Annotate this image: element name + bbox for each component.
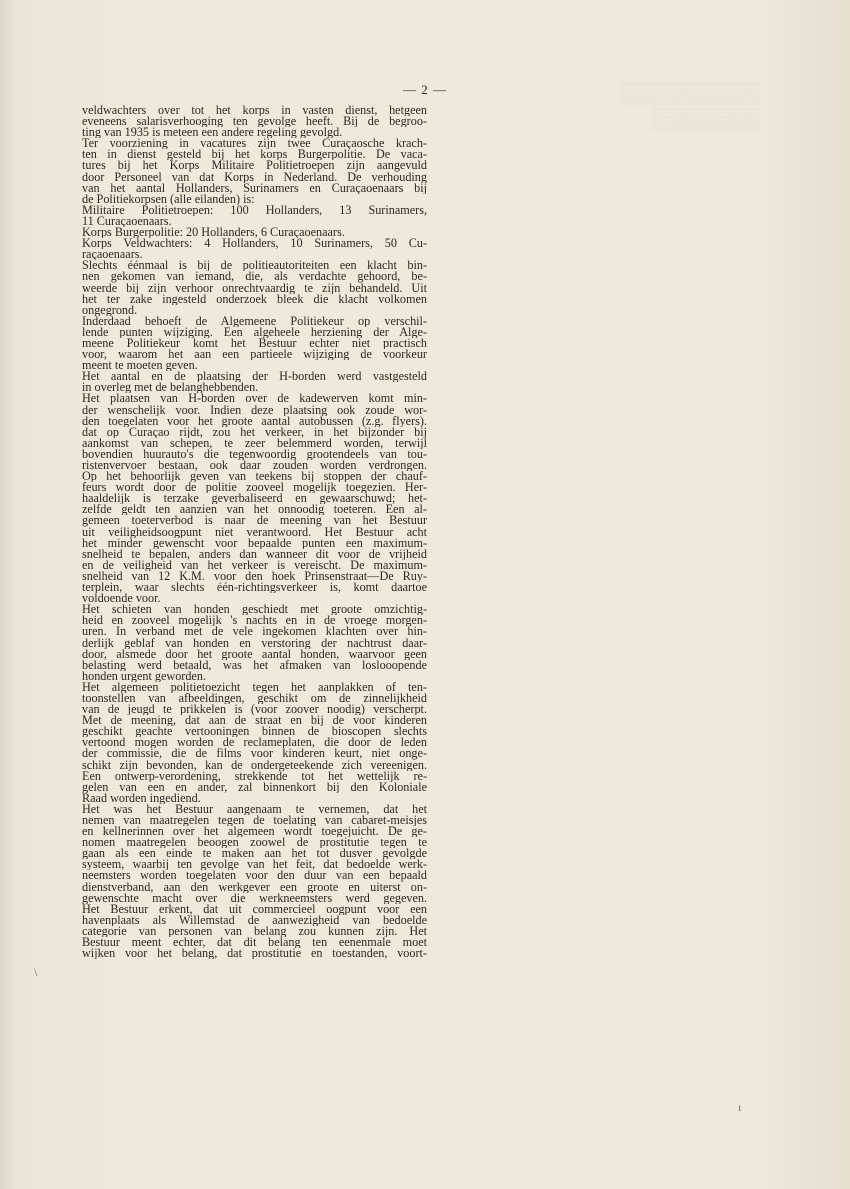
text-line: honden urgent geworden. — [82, 670, 206, 682]
text-line: Raad worden ingediend. — [82, 792, 201, 804]
text-line: gewenschte macht over die werkneemsters werd gegeven. — [82, 892, 427, 904]
text-line: Het plaatsen van H-borden over de kadewerven komt min- — [82, 393, 427, 405]
text-line: raçaoenaars. — [82, 249, 143, 261]
text-line: Het aantal en de plaatsing der H-borden werd vastgesteld — [82, 371, 427, 383]
text-line: heid en zooveel mogelijk 's nachts en in de vroege morgen- — [82, 615, 427, 627]
text-line: voldoende voor. — [82, 593, 161, 605]
text-line: aankomst van schepen, te zeer belemmerd worden, terwijl — [82, 437, 427, 449]
text-line: den toegelaten voor het groote aantal autobussen (z.g. flyers). — [82, 415, 427, 427]
text-line: categorie van personen van belang zou kunnen zijn. Het — [82, 925, 427, 938]
text-line: Ter voorziening in vacatures zijn twee Curaçaosche krach- — [82, 138, 427, 150]
show-through-text: ▒▒▒▒▒▒▒▒▒ ▒▒▒▒▒▒▒ — [619, 80, 760, 131]
text-line: dienstverband, aan den werkgever een groote en uiterst on- — [82, 881, 427, 893]
text-line: feurs wordt door de politie zooveel mogelijk toegezien. Her- — [82, 482, 427, 494]
page-number: — 2 — — [403, 82, 447, 97]
text-line: weerde bij zijn verhoor onrechtvaardig te zijn behandeld. Uit — [82, 282, 427, 294]
text-line: veldwachters over tot het korps in vasten dienst, hetgeen — [82, 105, 427, 117]
text-line: zelfde geldt ten aanzien van het onnoodig toeteren. Een al- — [82, 504, 427, 516]
text-line: door Personeel van dat Korps in Nederland. De verhouding — [82, 171, 427, 183]
text-line: Slechts éénmaal is bij de politieautoriteiten een klacht bin- — [82, 260, 427, 272]
text-line: tures bij het Korps Militaire Politietroepen zijn aangevuld — [82, 160, 427, 172]
text-line: nemen van maatregelen tegen de toelating van cabaret-meisjes — [82, 815, 427, 827]
text-line: havenplaats als Willemstad de aanwezigheid van bedoelde — [82, 914, 427, 926]
text-line: en kellnerinnen over het algemeen wordt toegejuicht. De ge- — [82, 826, 427, 838]
text-column — [82, 105, 427, 959]
text-line: nen gekomen van iemand, die, als verdachte gehoord, be- — [82, 271, 427, 283]
text-line: eveneens salarisverhooging ten gevolge heeft. Bij de begroo- — [82, 116, 427, 128]
text-line: derlijk geblaf van honden en verstoring der nachtrust daar- — [82, 637, 427, 649]
text-line: uit veiligheidsoogpunt niet verantwoord. Het Bestuur acht — [82, 526, 427, 538]
text-line: Met de meening, dat aan de straat en bij de voor kinderen — [82, 715, 427, 727]
text-line: van de jeugd te prikkelen is (voor zoover noodig) verscherpt. — [82, 704, 427, 716]
text-line: snelheid van 12 K.M. voor den hoek Prinsenstraat—De Ruy- — [82, 570, 427, 583]
text-line: ten in dienst gesteld bij het korps Burgerpolitie. De vaca- — [82, 149, 427, 161]
text-line: ting van 1935 is meteen een andere regeling gevolgd. — [82, 127, 343, 139]
text-line: systeem, waarbij ten gevolge van het feit, dat bedoelde werk- — [82, 859, 427, 871]
text-line: Militaire Politietroepen: 100 Hollanders, 13 Surinamers, — [82, 204, 427, 216]
text-line: der wenschelijk voor. Indien deze plaatsing ook zoude wor- — [82, 404, 427, 416]
text-line: van het aantal Hollanders, Surinamers en Curaçaoenaars bij — [82, 182, 427, 194]
text-line: vertoond mogen worden de reclameplaten, die door de leden — [82, 737, 427, 749]
text-line: terplein, waar slechts één-richtingsverkeer is, komt daartoe — [82, 582, 427, 594]
text-line: uren. In verband met de vele ingekomen klachten over hin- — [82, 626, 427, 638]
text-line: in overleg met de belanghebbenden. — [82, 382, 259, 394]
text-line: der commissie, die de films voor kinderen keurt, niet onge- — [82, 748, 427, 760]
text-line: de Politiekorpsen (alle eilanden) is: — [82, 193, 255, 205]
text-line: Bestuur meent echter, dat dit belang ten eenenmale moet — [82, 937, 427, 949]
text-line: gelen van een en ander, zal binnenkort bij den Koloniale — [82, 781, 427, 793]
text-line: Het was het Bestuur aangenaam te vernemen, dat het — [82, 803, 427, 815]
text-line: voor, waarom het aan een partieele wijziging de voorkeur — [82, 349, 427, 361]
text-line: Inderdaad behoeft de Algemeene Politiekeur op verschil- — [82, 315, 427, 327]
text-line: haaldelijk is terzake geverbaliseerd en gewaarschuwd; het- — [82, 493, 427, 505]
text-line: Op het behoorlijk geven van teekens bij stoppen der chauf- — [82, 471, 427, 483]
text-line: het ter zake ingesteld onderzoek bleek die klacht volkomen — [82, 293, 427, 305]
text-line: en de veiligheid van het verkeer is vereischt. De maximum- — [82, 559, 427, 571]
text-line: dat op Curaçao rijdt, zou het verkeer, in het bijzonder bij — [82, 426, 427, 438]
text-line: het minder gewenscht voor bepaalde punten een maximum- — [82, 537, 427, 549]
text-line: nomen maatregelen beoogen zoowel de prostitutie tegen te — [82, 837, 427, 849]
text-line: 11 Curaçaoenaars. — [82, 215, 172, 228]
text-line: Korps Veldwachters: 4 Hollanders, 10 Surinamers, 50 Cu- — [82, 238, 427, 250]
text-line: lende punten wijziging. Een algeheele herziening der Alge- — [82, 326, 427, 338]
text-line: Het algemeen politietoezicht tegen het aanplakken of ten- — [82, 681, 427, 693]
text-line: Het Bestuur erkent, dat uit commercieel oogpunt voor een — [82, 903, 427, 915]
text-line: neemsters worden toegelaten voor den duur van een bepaald — [82, 870, 427, 882]
text-line: gemeen toeterverbod is naar de meening van het Bestuur — [82, 515, 427, 527]
text-line: Het schieten van honden geschiedt met groote omzichtig- — [82, 604, 427, 616]
text-line: toonstellen van afbeeldingen, geschikt om de zinnelijkheid — [82, 692, 427, 705]
text-line: Korps Burgerpolitie: 20 Hollanders, 6 Curaçaoenaars. — [82, 227, 345, 239]
text-line: schikt zijn bevonden, kan de ondergeteekende zich vereenigen. — [82, 759, 427, 771]
margin-mark: ı — [738, 1100, 742, 1114]
text-line: geschikt geachte vertooningen binnen de bioscopen slechts — [82, 726, 427, 738]
text-line: bovendien huurauto's die tegenwoordig grootendeels van tou- — [82, 448, 427, 460]
text-line: gaan als een einde te maken aan het tot dusver gevolgde — [82, 848, 427, 860]
text-line: belasting werd betaald, was het afmaken van loslooopende — [82, 659, 427, 671]
text-line: ristenvervoer bestaan, ook daar zouden worden verdrongen. — [82, 460, 427, 472]
text-line: meent te moeten geven. — [82, 360, 198, 372]
text-line: door, alsmede door het groote aantal honden, waarvoor geen — [82, 648, 427, 660]
text-line: ongegrond. — [82, 304, 138, 316]
text-line: Een ontwerp-verordening, strekkende tot het wettelijk re- — [82, 770, 427, 782]
text-line: meene Politiekeur komt het Bestuur echter niet practisch — [82, 337, 427, 350]
text-line: wijken voor het belang, dat prostitutie en toestanden, voort- — [82, 948, 427, 960]
margin-mark: \ — [34, 965, 38, 979]
text-line: snelheid te bepalen, anders dan wanneer dit voor de vrijheid — [82, 548, 427, 560]
